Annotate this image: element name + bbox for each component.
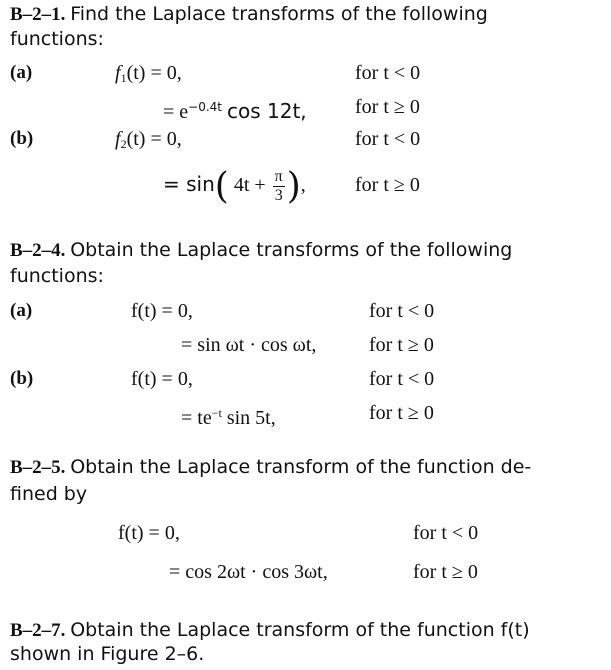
part-a-label: (a) (10, 300, 33, 321)
fraction-denominator: 3 (274, 186, 283, 204)
equation-line1: f(t) = 0, (118, 522, 180, 544)
fn-subscript: 2 (120, 137, 127, 151)
condition-t-less-0: for t < 0 (413, 522, 479, 544)
part-b-label: (b) (10, 368, 34, 389)
condition-t-less-0: for t < 0 (355, 62, 421, 84)
condition-t-less-0: for t < 0 (369, 300, 435, 322)
problem-number: B–2–5. (10, 457, 66, 478)
right-paren: ) (286, 166, 301, 207)
condition-t-less-0: for t < 0 (369, 368, 435, 390)
problem-text-continued: functions: (10, 28, 104, 50)
equation-f2-line2 (163, 164, 306, 207)
equation-f1-line2 (163, 96, 307, 123)
fn-name: f (115, 128, 121, 150)
fn-rhs: = 0, (150, 128, 182, 150)
equation-line2: = cos 2ωt · cos 3ωt, (169, 561, 328, 583)
exp-base: = e (163, 101, 189, 123)
condition-t-geq-0: for t ≥ 0 (355, 96, 420, 118)
problem-b-2-4-heading (10, 239, 512, 262)
fraction-numerator: π (274, 167, 283, 185)
part-b-label: (b) (10, 128, 34, 149)
condition-t-geq-0: for t ≥ 0 (355, 174, 420, 196)
equation-a-line2: = sin ωt · cos ωt, (181, 334, 317, 356)
problem-text-continued: shown in Figure 2–6. (10, 643, 205, 665)
equation-b-line2 (181, 402, 276, 429)
equation-f2-line1 (115, 128, 182, 155)
cos-term: cos 12t, (227, 99, 307, 123)
problem-text: Find the Laplace transforms of the following (70, 3, 488, 25)
equation-f1-line1 (115, 62, 182, 89)
equation-a-line1: f(t) = 0, (131, 300, 193, 322)
problem-number: B–2–1. (10, 4, 66, 25)
condition-t-geq-0: for t ≥ 0 (369, 402, 434, 424)
problem-b-2-1-heading (10, 3, 488, 26)
condition-t-geq-0: for t ≥ 0 (413, 561, 478, 583)
problem-text: Obtain the Laplace transform of the function de- (70, 456, 532, 478)
exponent: −t (211, 406, 222, 420)
fn-name: f (115, 62, 121, 84)
te-term: = te (181, 407, 212, 429)
problem-b-2-7-heading (10, 619, 530, 642)
problem-text-continued: fined by (10, 483, 88, 505)
sin-term: = sin (163, 172, 215, 196)
inner-term: 4t + (233, 174, 266, 196)
equation-b-line1: f(t) = 0, (131, 368, 193, 390)
fn-subscript: 1 (120, 71, 127, 85)
fn-arg: (t) (126, 128, 146, 150)
problem-text: Obtain the Laplace transforms of the following (70, 239, 513, 261)
part-a-label: (a) (10, 62, 33, 83)
fraction-pi-over-3 (273, 168, 285, 205)
problem-b-2-5-heading (10, 456, 531, 479)
problem-number: B–2–7. (10, 620, 66, 641)
comma: , (300, 174, 306, 196)
condition-t-less-0: for t < 0 (355, 128, 421, 150)
sin-term: sin 5t, (226, 407, 276, 429)
exponent: −0.4t (188, 100, 222, 114)
problem-text: Obtain the Laplace transform of the function f(t) (70, 619, 530, 641)
fn-rhs: = 0, (150, 62, 182, 84)
condition-t-geq-0: for t ≥ 0 (369, 334, 434, 356)
problem-number: B–2–4. (10, 240, 66, 261)
fn-arg: (t) (126, 62, 146, 84)
left-paren: ( (214, 166, 229, 207)
problem-text-continued: functions: (10, 265, 104, 287)
